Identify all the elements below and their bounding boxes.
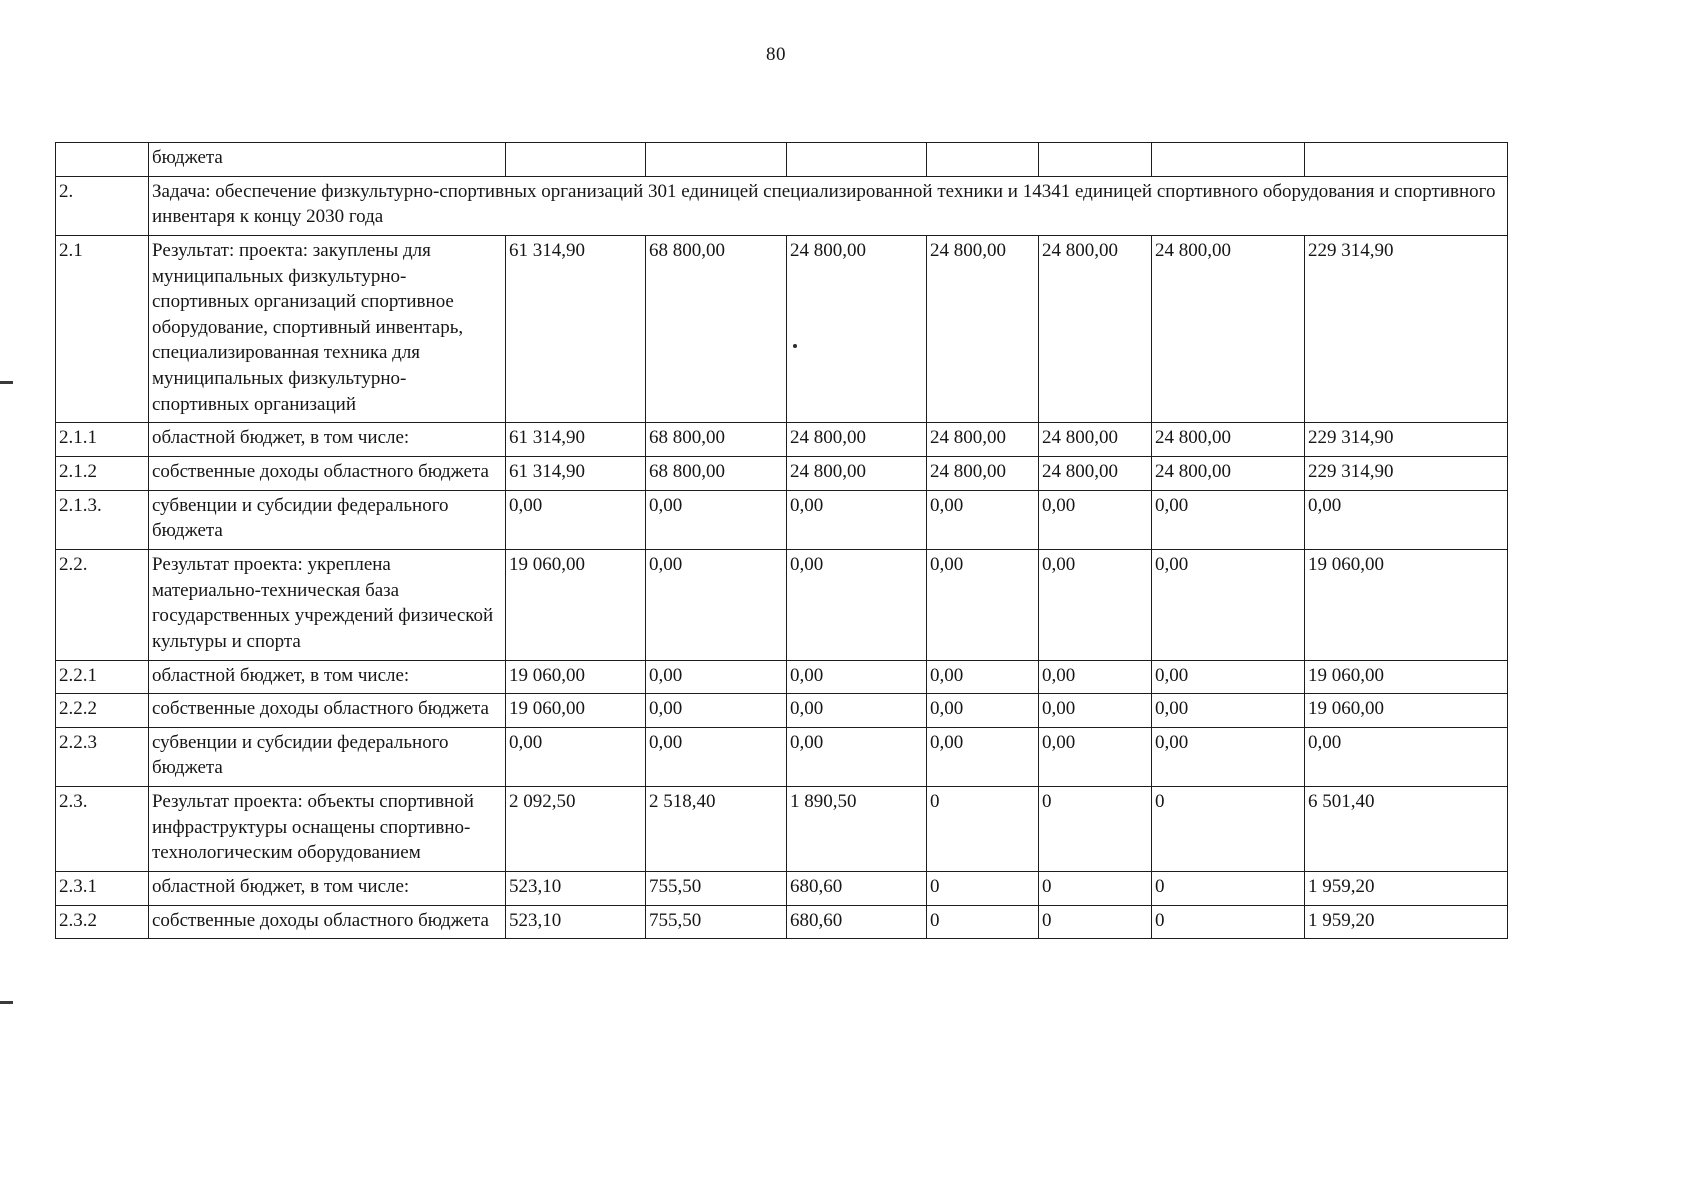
value-cell: 19 060,00: [506, 660, 646, 694]
description-cell: областной бюджет, в том числе:: [149, 872, 506, 906]
table-row: [56, 905, 1508, 939]
description-cell: областной бюджет, в том числе:: [149, 660, 506, 694]
value-cell: 24 800,00: [1152, 235, 1305, 422]
value-cell: [1305, 143, 1508, 177]
value-cell: 0: [1039, 872, 1152, 906]
value-cell: [646, 143, 787, 177]
value-cell: 680,60: [787, 905, 927, 939]
value-cell: 19 060,00: [506, 549, 646, 660]
table-row: [56, 423, 1508, 457]
row-number-cell: 2.3.2: [56, 905, 149, 939]
value-cell: 24 800,00: [1039, 457, 1152, 491]
value-cell: 755,50: [646, 905, 787, 939]
value-cell: 68 800,00: [646, 423, 787, 457]
value-cell: 0,00: [787, 694, 927, 728]
value-cell: 61 314,90: [506, 235, 646, 422]
table-body: [56, 143, 1508, 939]
value-cell: 24 800,00: [787, 423, 927, 457]
value-cell: 24 800,00: [927, 235, 1039, 422]
page-number: 80: [766, 44, 786, 65]
table-row: [56, 549, 1508, 660]
value-cell: 0,00: [646, 727, 787, 786]
value-cell: 0,00: [506, 490, 646, 549]
row-number-cell: 2.2.1: [56, 660, 149, 694]
value-cell: 0,00: [927, 694, 1039, 728]
value-cell: 0: [927, 872, 1039, 906]
value-cell: 1 959,20: [1305, 872, 1508, 906]
scan-artifact: [793, 344, 797, 348]
value-cell: 24 800,00: [927, 423, 1039, 457]
value-cell: 0,00: [927, 549, 1039, 660]
value-cell: 0,00: [1039, 549, 1152, 660]
description-cell: бюджета: [149, 143, 506, 177]
table-row: [56, 872, 1508, 906]
continuation-row: [56, 143, 1508, 177]
value-cell: 0,00: [927, 660, 1039, 694]
table-row: [56, 660, 1508, 694]
row-number-cell: 2.2.: [56, 549, 149, 660]
value-cell: 0,00: [646, 490, 787, 549]
table-row: [56, 235, 1508, 422]
value-cell: 0,00: [787, 549, 927, 660]
value-cell: 1 959,20: [1305, 905, 1508, 939]
value-cell: 61 314,90: [506, 423, 646, 457]
row-number-cell: [56, 143, 149, 177]
value-cell: 24 800,00: [1152, 457, 1305, 491]
value-cell: 24 800,00: [787, 235, 927, 422]
description-cell: собственные доходы областного бюджета: [149, 694, 506, 728]
value-cell: 0,00: [1152, 727, 1305, 786]
value-cell: 0,00: [646, 549, 787, 660]
value-cell: 229 314,90: [1305, 423, 1508, 457]
value-cell: 68 800,00: [646, 235, 787, 422]
row-number-cell: 2.1.2: [56, 457, 149, 491]
value-cell: 19 060,00: [1305, 549, 1508, 660]
value-cell: 0,00: [646, 694, 787, 728]
value-cell: 0,00: [1039, 490, 1152, 549]
description-cell: субвенции и субсидии федерального бюджета: [149, 490, 506, 549]
value-cell: 0,00: [787, 490, 927, 549]
value-cell: 2 518,40: [646, 787, 787, 872]
row-number-cell: 2.2.2: [56, 694, 149, 728]
value-cell: 0: [1039, 905, 1152, 939]
description-cell: Результат проекта: укреплена материально-техническая база государственных учреждений физической культуры и спорта: [149, 549, 506, 660]
value-cell: [1039, 143, 1152, 177]
value-cell: 523,10: [506, 872, 646, 906]
value-cell: 680,60: [787, 872, 927, 906]
row-number-cell: 2.3.: [56, 787, 149, 872]
description-cell: собственные доходы областного бюджета: [149, 905, 506, 939]
description-cell: субвенции и субсидии федерального бюджета: [149, 727, 506, 786]
row-number-cell: 2.1: [56, 235, 149, 422]
value-cell: [787, 143, 927, 177]
value-cell: 0: [1039, 787, 1152, 872]
table-row: [56, 787, 1508, 872]
value-cell: 0,00: [1039, 694, 1152, 728]
table-row: [56, 694, 1508, 728]
scan-artifact: [0, 1001, 13, 1004]
value-cell: 0,00: [1152, 549, 1305, 660]
row-number-cell: 2.1.3.: [56, 490, 149, 549]
value-cell: 6 501,40: [1305, 787, 1508, 872]
task-text-cell: Задача: обеспечение физкультурно-спортивных организаций 301 единицей специализированной техники и 14341 единицей спортивного оборудования и спортивного инвентаря к концу 2030 года: [149, 176, 1508, 235]
scan-artifact: [0, 381, 13, 384]
value-cell: 0: [1152, 872, 1305, 906]
value-cell: 229 314,90: [1305, 235, 1508, 422]
row-number-cell: 2.: [56, 176, 149, 235]
value-cell: 19 060,00: [506, 694, 646, 728]
value-cell: 0,00: [1152, 490, 1305, 549]
value-cell: 24 800,00: [1152, 423, 1305, 457]
value-cell: [506, 143, 646, 177]
value-cell: 24 800,00: [1039, 423, 1152, 457]
description-cell: Результат: проекта: закуплены для муниципальных физкультурно-спортивных организаций спортивное оборудование, спортивный инвентарь, специализированная техника для муниципальных физкультурно-спортивных организаций: [149, 235, 506, 422]
budget-table: [55, 142, 1508, 939]
value-cell: 19 060,00: [1305, 660, 1508, 694]
value-cell: 19 060,00: [1305, 694, 1508, 728]
value-cell: 0,00: [1152, 660, 1305, 694]
value-cell: 0,00: [927, 490, 1039, 549]
value-cell: 0,00: [506, 727, 646, 786]
value-cell: 0,00: [1039, 727, 1152, 786]
value-cell: 0: [927, 905, 1039, 939]
row-number-cell: 2.1.1: [56, 423, 149, 457]
value-cell: 0: [927, 787, 1039, 872]
value-cell: [1152, 143, 1305, 177]
value-cell: 0,00: [1039, 660, 1152, 694]
value-cell: 24 800,00: [787, 457, 927, 491]
value-cell: 24 800,00: [927, 457, 1039, 491]
value-cell: 68 800,00: [646, 457, 787, 491]
value-cell: [927, 143, 1039, 177]
value-cell: 0,00: [927, 727, 1039, 786]
table-row: [56, 457, 1508, 491]
value-cell: 755,50: [646, 872, 787, 906]
task-row: [56, 176, 1508, 235]
value-cell: 2 092,50: [506, 787, 646, 872]
table-row: [56, 490, 1508, 549]
value-cell: 0,00: [1152, 694, 1305, 728]
value-cell: 1 890,50: [787, 787, 927, 872]
value-cell: 229 314,90: [1305, 457, 1508, 491]
description-cell: собственные доходы областного бюджета: [149, 457, 506, 491]
row-number-cell: 2.2.3: [56, 727, 149, 786]
value-cell: 0,00: [646, 660, 787, 694]
description-cell: областной бюджет, в том числе:: [149, 423, 506, 457]
table-row: [56, 727, 1508, 786]
value-cell: 0: [1152, 905, 1305, 939]
row-number-cell: 2.3.1: [56, 872, 149, 906]
value-cell: 0: [1152, 787, 1305, 872]
description-cell: Результат проекта: объекты спортивной инфраструктуры оснащены спортивно-технологическим оборудованием: [149, 787, 506, 872]
value-cell: 0,00: [1305, 727, 1508, 786]
value-cell: 0,00: [787, 660, 927, 694]
value-cell: 0,00: [787, 727, 927, 786]
value-cell: 24 800,00: [1039, 235, 1152, 422]
value-cell: 523,10: [506, 905, 646, 939]
value-cell: 0,00: [1305, 490, 1508, 549]
value-cell: 61 314,90: [506, 457, 646, 491]
